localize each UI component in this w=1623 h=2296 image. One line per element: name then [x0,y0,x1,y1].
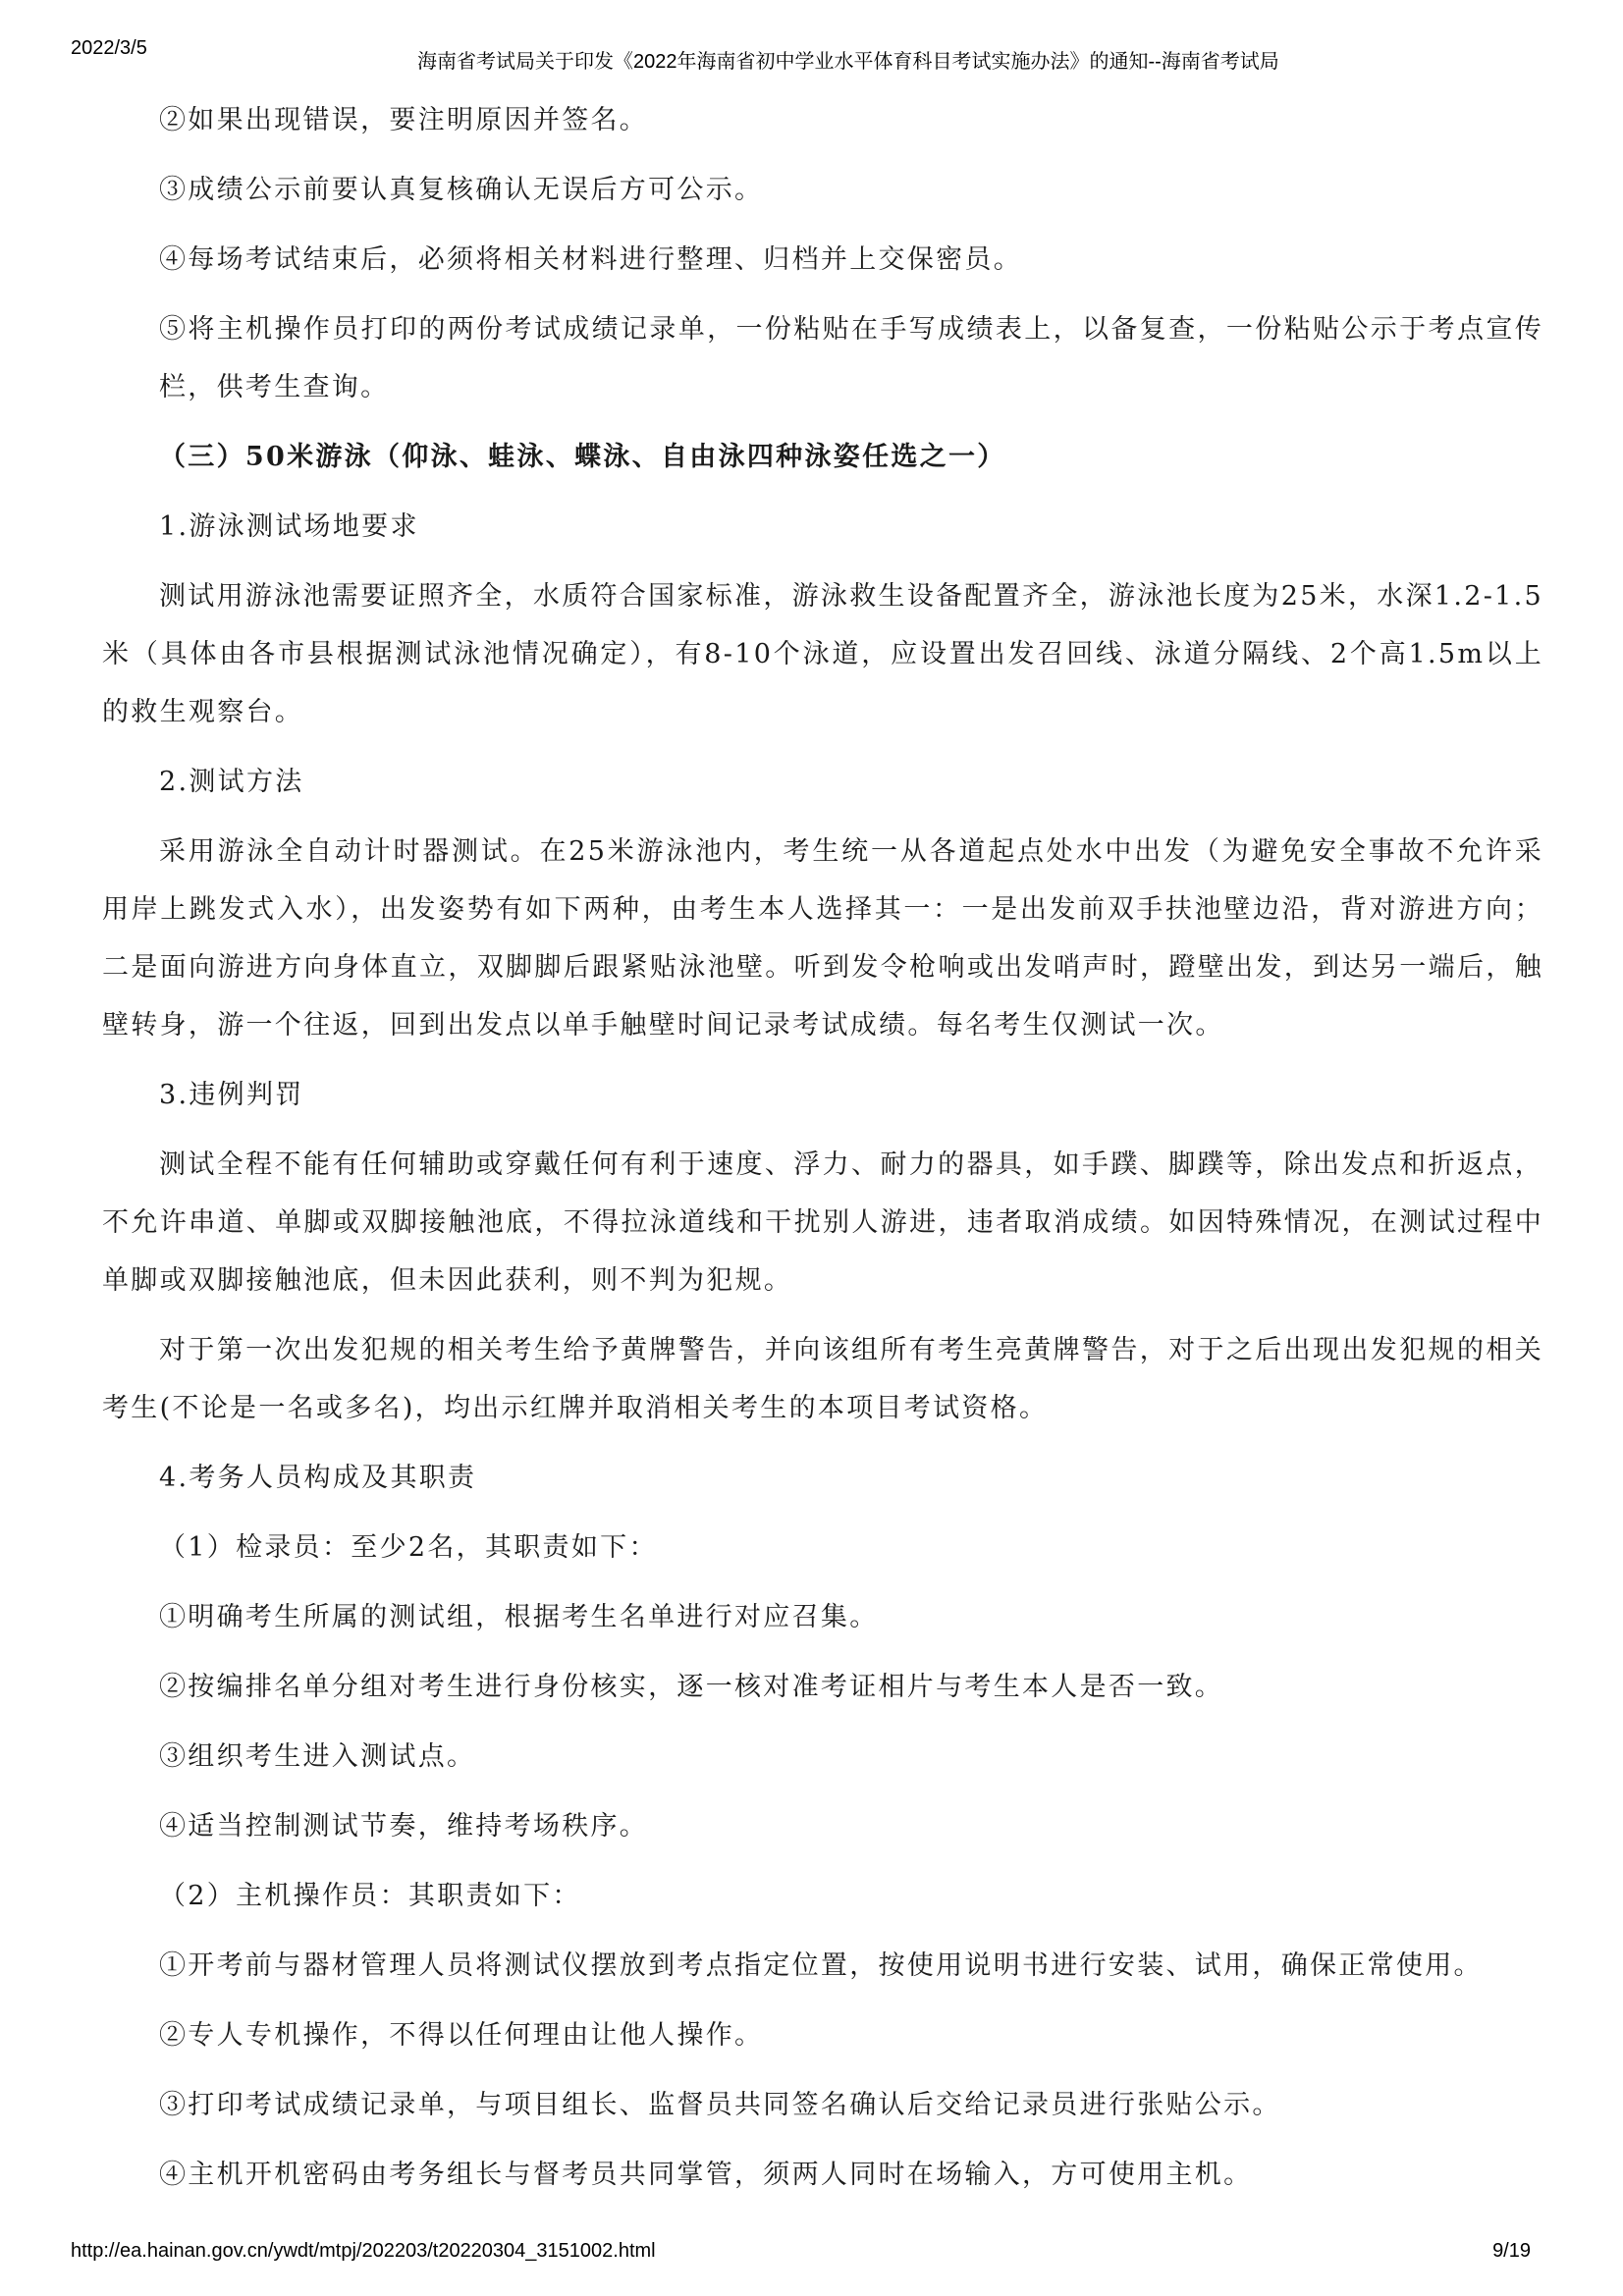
list-item: ④适当控制测试节奏，维持考场秩序。 [159,1811,649,1842]
subsection-heading: 4.考务人员构成及其职责 [159,1463,477,1493]
subsection-heading: 1.游泳测试场地要求 [159,511,419,542]
paragraph: 对于第一次出发犯规的相关考生给予黄牌警告，并向该组所有考生亮黄牌警告，对于之后出现出发犯规的相关考生(不论是一名或多名)，均出示红牌并取消相关考生的本项目考试资格。 [102,1335,1543,1423]
subsection-heading: 3.违例判罚 [159,1080,304,1110]
list-item: ②按编排名单分组对考生进行身份核实，逐一核对准考证相片与考生本人是否一致。 [159,1672,1224,1702]
header-date: 2022/3/5 [71,37,147,59]
header-title: 海南省考试局关于印发《2022年海南省初中学业水平体育科目考试实施办法》的通知--海南省考试局 [417,51,1279,73]
paragraph: （2）主机操作员：其职责如下： [159,1881,581,1911]
footer-url[interactable]: http://ea.hainan.gov.cn/ywdt/mtpj/202203/t20220304_3151002.html [71,2240,656,2262]
list-item: ①明确考生所属的测试组，根据考生名单进行对应召集。 [159,1602,879,1632]
list-item: ②专人专机操作，不得以任何理由让他人操作。 [159,2020,764,2051]
paragraph: ⑤将主机操作员打印的两份考试成绩记录单，一份粘贴在手写成绩表上，以备复查，一份粘贴公示于考点宣传栏，供考生查询。 [159,314,1543,402]
paragraph: 采用游泳全自动计时器测试。在25米游泳池内，考生统一从各道起点处水中出发（为避免安全事故不允许采用岸上跳发式入水），出发姿势有如下两种，由考生本人选择其一：一是出发前双手扶池壁边沿，背对游进方向；二是面向游进方向身体直立，双脚脚后跟紧贴泳池壁。听到发令枪响或出发哨声时，蹬壁出发，到达另一端后，触壁转身，游一个往返，回到出发点以单手触壁时间记录考试成绩。每名考生仅测试一次。 [102,836,1543,1041]
list-item: ④主机开机密码由考务组长与督考员共同掌管，须两人同时在场输入，方可使用主机。 [159,2160,1253,2190]
paragraph: ②如果出现错误，要注明原因并签名。 [159,105,649,135]
paragraph: 测试用游泳池需要证照齐全，水质符合国家标准，游泳救生设备配置齐全，游泳池长度为25米，水深1.2-1.5米（具体由各市县根据测试泳池情况确定），有8-10个泳道，应设置出发召回线、泳道分隔线、2个高1.5m以上的救生观察台。 [102,581,1543,727]
paragraph: （1）检录员：至少2名，其职责如下： [159,1532,658,1563]
section-heading: （三）50米游泳（仰泳、蛙泳、蝶泳、自由泳四种泳姿任选之一） [159,442,1006,472]
page-number: 9/19 [1492,2240,1531,2262]
paragraph: 测试全程不能有任何辅助或穿戴任何有利于速度、浮力、耐力的器具，如手蹼、脚蹼等，除出发点和折返点，不允许串道、单脚或双脚接触池底，不得拉泳道线和干扰别人游进，违者取消成绩。如因特殊情况，在测试过程中单脚或双脚接触池底，但未因此获利，则不判为犯规。 [102,1149,1543,1296]
list-item: ③打印考试成绩记录单，与项目组长、监督员共同签名确认后交给记录员进行张贴公示。 [159,2090,1281,2120]
paragraph: ③成绩公示前要认真复核确认无误后方可公示。 [159,175,764,205]
subsection-heading: 2.测试方法 [159,767,304,797]
paragraph: ④每场考试结束后，必须将相关材料进行整理、归档并上交保密员。 [159,244,1022,275]
list-item: ①开考前与器材管理人员将测试仪摆放到考点指定位置，按使用说明书进行安装、试用，确保正常使用。 [159,1950,1483,1981]
list-item: ③组织考生进入测试点。 [159,1741,476,1772]
document-body [102,91,1543,2216]
